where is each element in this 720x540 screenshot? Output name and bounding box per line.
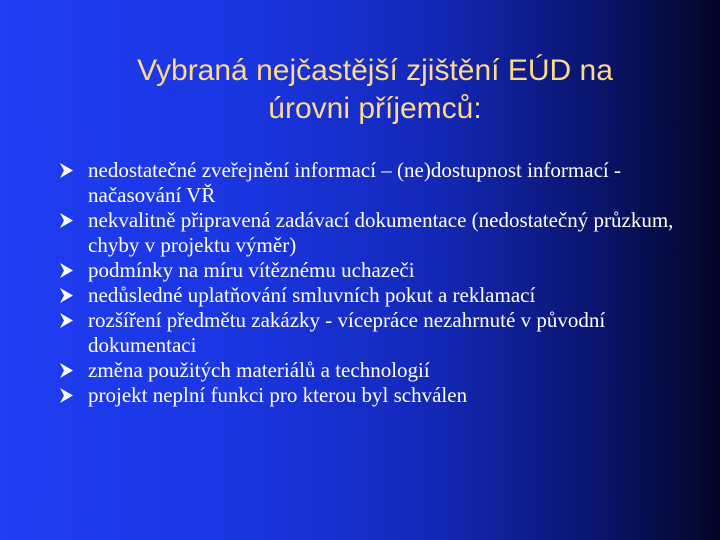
arrow-bullet-icon	[58, 262, 75, 279]
bullet-item	[58, 258, 698, 283]
bullet-text: rozšíření předmětu zakázky - vícepráce nezahrnuté v původní dokumentaci	[88, 308, 606, 357]
bullet-item	[58, 283, 698, 308]
bullet-text: nedůsledné uplatňování smluvních pokut a reklamací	[88, 283, 536, 307]
arrow-bullet-icon	[58, 212, 75, 229]
bullet-item	[58, 383, 698, 408]
bullet-text: nekvalitně připravená zadávací dokumentace (nedostatečný průzkum, chyby v projektu výměr)	[88, 208, 674, 257]
bullet-text: nedostatečné zveřejnění informací – (ne)dostupnost informací - načasování VŘ	[88, 158, 621, 207]
arrow-bullet-icon	[58, 162, 75, 179]
bullet-text: podmínky na míru vítěznému uchazeči	[88, 258, 415, 282]
arrow-bullet-icon	[58, 387, 75, 404]
slide-title-line-2: úrovni příjemců:	[268, 92, 482, 125]
bullet-item	[58, 158, 698, 208]
bullet-item	[58, 308, 698, 358]
arrow-bullet-icon	[58, 312, 75, 329]
bullet-item	[58, 358, 698, 383]
bullet-item	[58, 208, 698, 258]
bullet-text: projekt neplní funkci pro kterou byl schválen	[88, 383, 468, 407]
bullet-text: změna použitých materiálů a technologií	[88, 358, 430, 382]
arrow-bullet-icon	[58, 362, 75, 379]
arrow-bullet-icon	[58, 287, 75, 304]
slide-title	[60, 52, 690, 128]
slide-title-line-1: Vybraná nejčastější zjištění EÚD na	[137, 54, 613, 87]
bullet-list	[58, 158, 698, 408]
